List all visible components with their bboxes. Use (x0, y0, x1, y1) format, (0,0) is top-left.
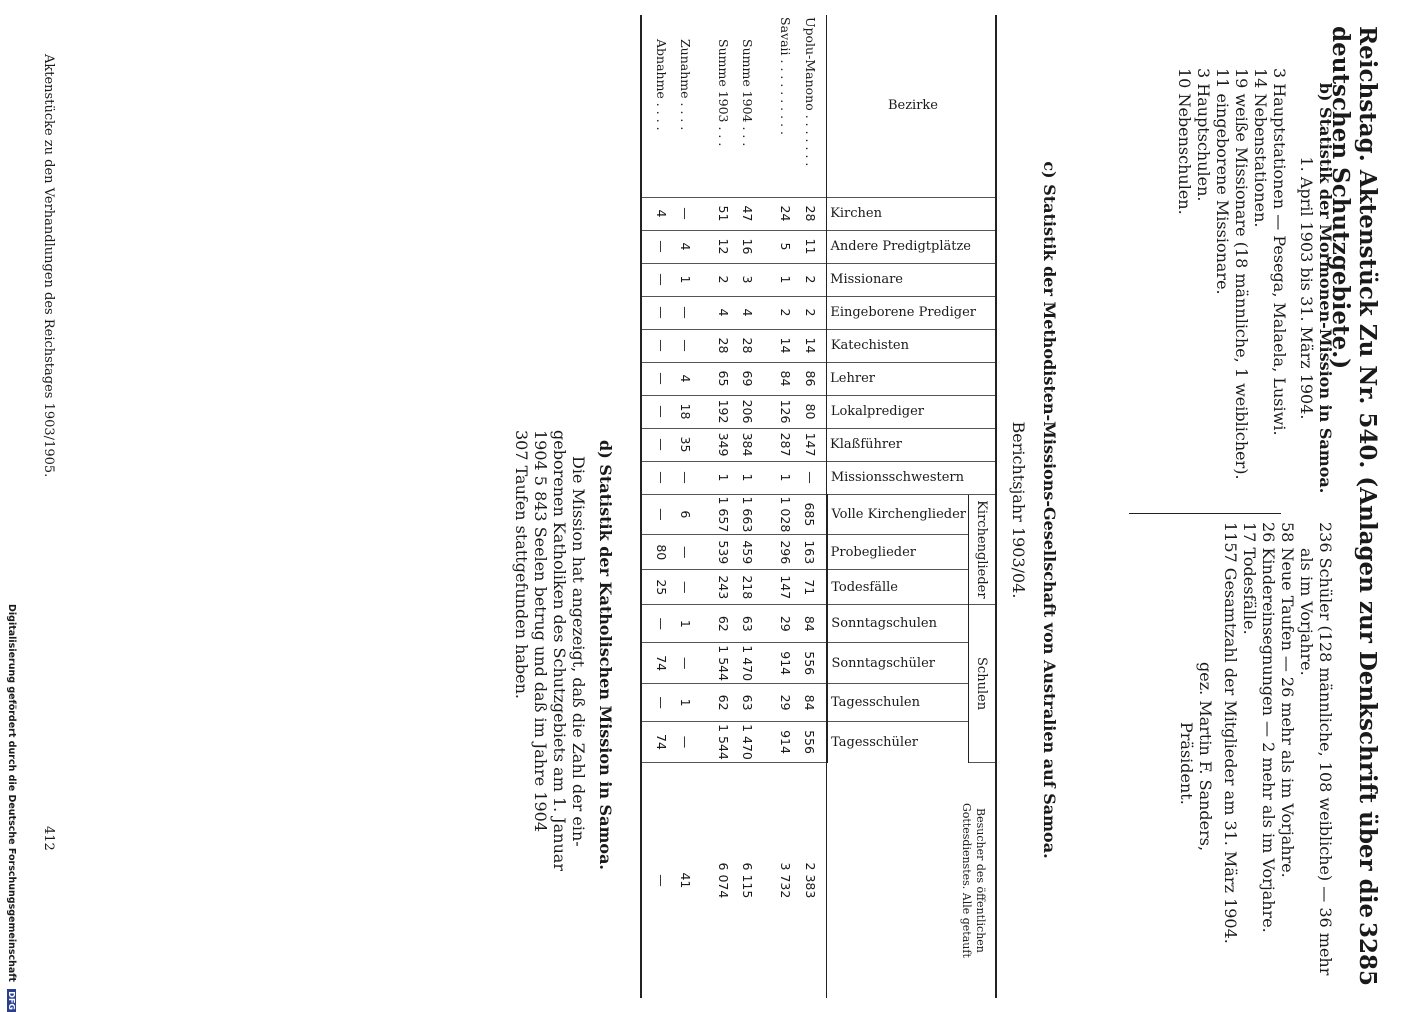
col-header: Sonntagschüler (831, 655, 935, 671)
table-cell: — (641, 395, 674, 428)
table-cell: 35 (674, 428, 712, 461)
catholic-title: d) Statistik der Katholischen Mission in Samoa. (596, 440, 615, 870)
mormon-line: 19 weiße Missionare (18 männliche, 1 weiblicher). (1232, 68, 1251, 480)
table-cell: 63 (736, 605, 774, 643)
row-summe-1903 (712, 15, 736, 998)
table-cell: — (641, 230, 674, 263)
table-cell: 1 470 (736, 643, 774, 684)
row-abnahme (641, 15, 674, 998)
table-cell: 65 (712, 362, 736, 395)
col-header: Katechisten (830, 338, 909, 353)
table-cell: 2 (798, 263, 827, 296)
mormon-right-column (1177, 522, 1335, 992)
table-cell: — (674, 535, 712, 570)
table-cell: — (641, 329, 674, 362)
table-cell: 74 (641, 643, 674, 684)
table-cell: — (641, 296, 674, 329)
table-cell: 914 (774, 643, 798, 684)
col-header: Sonntagschulen (831, 616, 937, 632)
table-cell: 51 (712, 197, 736, 230)
col-header: Tagesschulen (831, 695, 921, 711)
table-cell: — (641, 428, 674, 461)
table-cell: 287 (774, 428, 798, 461)
methodist-title: c) Statistik der Methodisten-Missions-Gesellschaft von Australien auf Samoa. (1040, 161, 1059, 859)
catholic-section (512, 430, 615, 880)
table-cell: 2 383 (802, 862, 818, 899)
table-cell: 539 (712, 535, 736, 570)
table-cell: 147 (798, 428, 827, 461)
table-cell: 556 (798, 643, 827, 684)
table-cell: 80 (798, 395, 827, 428)
table-cell: 1 544 (712, 643, 736, 684)
row-label: Savaii . . . . . . . . . . (774, 15, 798, 197)
table-cell: 29 (774, 684, 798, 722)
table-cell: 86 (798, 362, 827, 395)
catholic-line: 307 Taufen stattgefunden haben. (512, 430, 531, 700)
table-cell: — (641, 362, 674, 395)
table-cell: 80 (641, 535, 674, 570)
table-cell: 556 (798, 722, 827, 763)
table-cell: 12 (712, 230, 736, 263)
table-cell: 84 (798, 605, 827, 643)
table-cell: 1 (774, 263, 798, 296)
mormon-line: 10 Nebenschulen. (1175, 68, 1194, 215)
table-cell: 25 (641, 570, 674, 605)
table-cell: 1 663 (736, 494, 774, 535)
methodist-table (640, 15, 997, 998)
table-cell: 6 074 (716, 862, 732, 899)
methodist-heading (1009, 20, 1059, 1000)
table-cell: 4 (712, 296, 736, 329)
col-header: Bezirke (887, 98, 938, 114)
table-cell: 2 (712, 263, 736, 296)
table-cell: 28 (712, 329, 736, 362)
table-cell: 47 (736, 197, 774, 230)
table-cell: 18 (674, 395, 712, 428)
table-cell: 3 732 (778, 862, 794, 899)
row-zunahme (674, 15, 712, 998)
table-cell: — (674, 570, 712, 605)
row-upolu-manono (798, 15, 827, 998)
col-header: Kirchen (830, 206, 883, 221)
table-cell: 2 (774, 296, 798, 329)
mormon-right-line: 1157 Gesamtzahl der Mitglieder am 31. März 1904. (1221, 522, 1240, 944)
table-cell: 3 (736, 263, 774, 296)
header-page-number: 3285 (1354, 921, 1381, 986)
table-cell: 1 470 (736, 722, 774, 763)
row-summe-1904 (736, 15, 774, 998)
table-cell: 62 (712, 605, 736, 643)
table-cell: — (641, 494, 674, 535)
mormon-period: 1. April 1903 bis 31. März 1904. (1297, 156, 1316, 420)
col-header: Probeglieder (831, 544, 917, 560)
col-header: Lehrer (830, 371, 876, 386)
table-cell: 1 (736, 461, 774, 494)
col-header: Volle Kirchenglieder (831, 506, 966, 522)
table-cell: 1 657 (712, 494, 736, 535)
mormon-right-line: als im Vorjahre. (1297, 548, 1316, 676)
col-header-besucher: Besucher des öffentlichen Gottesdienstes. Alle getauft (960, 803, 987, 958)
table-cell: 11 (798, 230, 827, 263)
mormon-signature-title: Präsident. (1177, 722, 1196, 805)
table-cell: 147 (774, 570, 798, 605)
table-cell: — (674, 296, 712, 329)
table-cell: 1 (674, 605, 712, 643)
table-cell: 84 (798, 684, 827, 722)
table-cell: 62 (712, 684, 736, 722)
row-label: Upolu-Manono . . . . . . . (798, 15, 827, 197)
page-header (1327, 26, 1381, 986)
table-cell: 296 (774, 535, 798, 570)
col-header: Missionsschwestern (830, 470, 964, 485)
mormon-line: 11 eingeborene Missionare. (1213, 68, 1232, 295)
methodist-table-body (641, 15, 827, 998)
catholic-line: 1904 5 843 Seelen betrug und daß im Jahre 1904 (531, 430, 550, 833)
table-cell: 14 (798, 329, 827, 362)
table-cell: 28 (736, 329, 774, 362)
dfg-logo: DFG (7, 991, 16, 1010)
row-savaii (774, 15, 798, 998)
row-label: Summe 1904 . . . (736, 15, 774, 197)
footer-digitization (6, 604, 17, 1012)
col-header: Todesfälle (831, 579, 898, 595)
table-cell: — (674, 643, 712, 684)
group-header-kirchenglieder: Kirchenglieder (974, 500, 989, 599)
row-label: Abnahme . . . . (641, 15, 674, 197)
mormon-right-line: 236 Schüler (128 männliche, 108 weibliche) — 36 mehr (1316, 522, 1335, 976)
table-cell: 14 (774, 329, 798, 362)
table-cell: — (641, 263, 674, 296)
table-cell: 914 (774, 722, 798, 763)
mormon-title: b) Statistik der Mormonen-Mission in Samoa. (1316, 82, 1335, 494)
table-cell: 1 (712, 461, 736, 494)
table-cell: 1 (774, 461, 798, 494)
table-cell: 685 (798, 494, 827, 535)
mormon-signature: gez. Martin F. Sanders, (1196, 662, 1215, 852)
mormon-right-line: 58 Neue Taufen — 26 mehr als im Vorjahre. (1278, 522, 1297, 878)
table-cell: 24 (774, 197, 798, 230)
table-cell: 192 (712, 395, 736, 428)
footer-page-number: 412 (41, 826, 56, 851)
row-label: Zunahme . . . . (674, 15, 712, 197)
col-header: Andere Predigtplätze (830, 239, 971, 254)
table-cell: 4 (736, 296, 774, 329)
table-cell: 6 115 (740, 862, 756, 899)
table-cell: 1 544 (712, 722, 736, 763)
table-cell: 28 (798, 197, 827, 230)
table-cell: 1 028 (774, 494, 798, 535)
table-cell: 243 (712, 570, 736, 605)
header-title: Reichstag. Aktenstück Zu Nr. 540. (Anlagen zur Denkschrift über die deutschen Schutzgebiete.) (1327, 26, 1381, 919)
catholic-line: geborenen Katholiken des Schutzgebiets am 1. Januar (550, 430, 569, 872)
digitization-text: Digitalisierung gefördert durch die Deutsche Forschungsgemeinschaft (6, 604, 17, 982)
table-cell: 84 (774, 362, 798, 395)
table-cell: 4 (641, 197, 674, 230)
table-cell: 16 (736, 230, 774, 263)
table-cell: 41 (678, 872, 694, 889)
table-cell: 126 (774, 395, 798, 428)
table-cell: — (674, 197, 712, 230)
table-cell: 349 (712, 428, 736, 461)
table-cell: — (674, 329, 712, 362)
table-cell: — (641, 605, 674, 643)
table-cell: — (674, 461, 712, 494)
table-cell: 163 (798, 535, 827, 570)
table-cell: 29 (774, 605, 798, 643)
table-cell: 71 (798, 570, 827, 605)
table-cell: — (641, 684, 674, 722)
mormon-line: 3 Hauptschulen. (1194, 68, 1213, 202)
group-header-schulen: Schulen (974, 657, 989, 711)
col-header: Klaßführer (830, 437, 903, 452)
table-cell: 5 (774, 230, 798, 263)
table-cell: 2 (798, 296, 827, 329)
table-cell: 4 (674, 230, 712, 263)
table-cell: 1 (674, 684, 712, 722)
mormon-right-line: 26 Kindereinsegnungen — 2 mehr als im Vorjahre. (1259, 522, 1278, 933)
col-header: Tagesschüler (831, 734, 918, 750)
mormon-right-line: 17 Todesfälle. (1240, 522, 1259, 635)
table-cell: 206 (736, 395, 774, 428)
table-cell: — (641, 461, 674, 494)
footer-left: Aktenstücke zu den Verhandlungen des Reichstages 1903/1905. (41, 54, 56, 478)
table-cell: 74 (641, 722, 674, 763)
table-cell: 4 (674, 362, 712, 395)
col-header: Missionare (830, 272, 904, 287)
table-cell: 69 (736, 362, 774, 395)
col-header: Eingeborene Prediger (830, 305, 977, 320)
mormon-line: 3 Hauptstationen — Pesega, Malaela, Lusiwi. (1270, 68, 1289, 436)
table-cell: 63 (736, 684, 774, 722)
table-cell: — (674, 722, 712, 763)
table-cell: 1 (674, 263, 712, 296)
catholic-line: Die Mission hat angezeigt, daß die Zahl der ein- (569, 456, 588, 847)
mormon-left-column (1175, 68, 1335, 508)
col-header: Lokalprediger (830, 404, 924, 419)
table-cell: 459 (736, 535, 774, 570)
table-cell: — (641, 762, 674, 998)
column-divider (1129, 513, 1281, 514)
table-cell: 384 (736, 428, 774, 461)
table-cell: 218 (736, 570, 774, 605)
mormon-line: 14 Nebenstationen. (1251, 68, 1270, 228)
table-cell: — (798, 461, 827, 494)
methodist-subtitle: Berichtsjahr 1903/04. (1009, 421, 1028, 599)
row-label: Summe 1903 . . . (712, 15, 736, 197)
table-cell: 6 (674, 494, 712, 535)
